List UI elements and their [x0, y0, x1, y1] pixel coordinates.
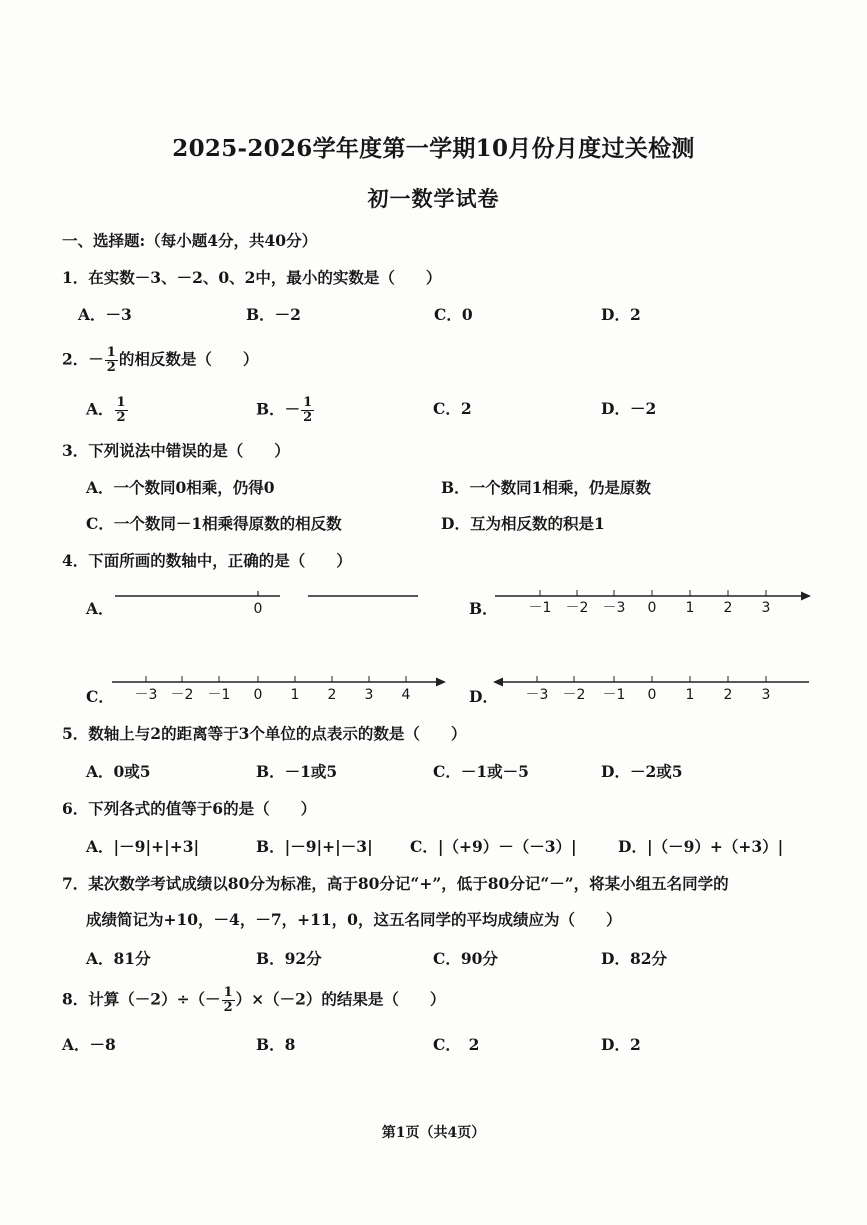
q8-stem [62, 986, 445, 1015]
q4-b-tick-label: 3 [761, 600, 771, 616]
q2-a-fraction [115, 396, 128, 425]
q2-stem [62, 346, 258, 375]
q4-b-tick-label: －2 [565, 600, 589, 616]
section-heading: 一、选择题:（每小题4分，共40分） [62, 231, 318, 250]
fraction-denominator: 2 [116, 410, 126, 425]
q2-option-b [256, 396, 315, 425]
q4-d-ticks [537, 676, 766, 682]
q4-d-tick-label: －1 [602, 687, 626, 703]
q1-stem: 1．在实数－3、－2、0、2中，最小的实数是（ ） [62, 268, 442, 287]
fraction-numerator: 1 [116, 395, 126, 410]
q8-option-d: D．2 [601, 1035, 641, 1054]
q4-d-tick-label: 0 [647, 687, 657, 703]
q3-option-b: B．一个数同1相乘，仍是原数 [441, 478, 651, 497]
q4-c-tick-label: －3 [134, 687, 158, 703]
q4-option-b-label: B． [469, 599, 498, 618]
q2-stem-tail: 的相反数是（ ） [118, 349, 259, 369]
q4-c-tick-label: －1 [207, 687, 231, 703]
q4-c-tick-label: 0 [253, 687, 263, 703]
q4-d-tick-label: 1 [685, 687, 695, 703]
q4-option-d-number-line [493, 672, 813, 712]
fraction-numerator: 1 [303, 395, 313, 410]
q5-stem: 5．数轴上与2的距离等于3个单位的点表示的数是（ ） [62, 724, 467, 743]
q8-option-a: A．－8 [62, 1035, 116, 1054]
q4-b-tick-label: 1 [685, 600, 695, 616]
fraction-numerator: 1 [223, 985, 233, 1000]
q8-stem-head: 8．计算（－2）÷（－ [62, 989, 221, 1009]
q5-option-c: C．－1或－5 [433, 762, 529, 781]
q7-stem-line1: 7．某次数学考试成绩以80分为标准，高于80分记“+”，低于80分记“－”，将某小组五名同学的 [62, 874, 729, 893]
q4-option-c-number-line [110, 672, 450, 712]
q4-option-a-label: A． [86, 599, 114, 618]
option-label: A． [86, 399, 114, 419]
q5-option-a: A．0或5 [86, 762, 151, 781]
q4-c-tick-label: 1 [290, 687, 300, 703]
q6-option-a: A．|－9|+|+3| [86, 837, 200, 856]
q1-option-b: B．－2 [246, 305, 301, 324]
q4-c-tick-label: 4 [401, 687, 411, 703]
q3-option-a: A．一个数同0相乘，仍得0 [86, 478, 275, 497]
q4-b-tick-label: 0 [647, 600, 657, 616]
exam-title: 2025-2026学年度第一学期10月份月度过关检测 [172, 135, 695, 162]
q1-option-c: C．0 [434, 305, 473, 324]
q5-option-b: B．－1或5 [256, 762, 338, 781]
q8-option-b: B．8 [256, 1035, 296, 1054]
q4-c-tick-label: －2 [170, 687, 194, 703]
q3-stem: 3．下列说法中错误的是（ ） [62, 441, 290, 460]
q7-option-d: D．82分 [601, 949, 668, 968]
q4-d-tick-label: －3 [525, 687, 549, 703]
q4-c-ticks [146, 676, 406, 682]
q4-b-ticks [540, 590, 766, 596]
q1-option-a: A．－3 [78, 305, 132, 324]
q4-b-tick-label: －3 [602, 600, 626, 616]
q6-option-b: B．|－9|+|－3| [256, 837, 373, 856]
q8-fraction [222, 986, 235, 1015]
q4-b-tick-label: 2 [723, 600, 733, 616]
q2-option-c: C．2 [433, 399, 472, 418]
q4-c-tick-label: 3 [364, 687, 374, 703]
q4-stem: 4．下面所画的数轴中，正确的是（ ） [62, 551, 352, 570]
exam-subtitle: 初一数学试卷 [367, 186, 500, 211]
q4-c-tick-label: 2 [327, 687, 337, 703]
q3-option-d: D．互为相反数的积是1 [441, 514, 605, 533]
q4-d-tick-label: 3 [761, 687, 771, 703]
q4-d-tick-label: －2 [562, 687, 586, 703]
q2-option-a [86, 396, 129, 425]
q4-option-c-label: C． [86, 687, 114, 706]
q3-option-c: C．一个数同－1相乘得原数的相反数 [86, 514, 342, 533]
page-number: 第1页（共4页） [381, 1125, 486, 1141]
fraction-numerator: 1 [106, 345, 116, 360]
q7-option-c: C．90分 [433, 949, 498, 968]
q7-stem-line2: 成绩简记为+10，－4，－7，+11，0，这五名同学的平均成绩应为（ ） [86, 910, 622, 929]
q6-stem: 6．下列各式的值等于6的是（ ） [62, 799, 317, 818]
arrow-right-icon [801, 592, 811, 601]
fraction-denominator: 2 [223, 1000, 233, 1015]
q4-a-tick-label: 0 [253, 601, 263, 617]
q4-option-b-number-line [493, 585, 813, 625]
q2-b-fraction [301, 396, 314, 425]
q6-option-d: D．|（－9）+（+3）| [618, 837, 784, 856]
q4-d-tick-label: 2 [723, 687, 733, 703]
fraction-denominator: 2 [106, 360, 116, 375]
q4-option-d-label: D． [469, 687, 498, 706]
option-label: B．－ [256, 399, 301, 419]
q2-fraction [105, 346, 118, 375]
q7-option-b: B．92分 [256, 949, 322, 968]
fraction-denominator: 2 [303, 410, 313, 425]
q5-option-d: D．－2或5 [601, 762, 683, 781]
q2-option-d: D．－2 [601, 399, 657, 418]
arrow-right-icon [436, 678, 446, 687]
q7-option-a: A．81分 [86, 949, 151, 968]
q4-b-tick-label: －1 [528, 600, 552, 616]
q1-option-d: D．2 [601, 305, 641, 324]
q8-option-c: C． 2 [433, 1035, 480, 1054]
q4-option-a-number-line [110, 585, 430, 625]
q2-number: 2．－ [62, 349, 104, 369]
q8-stem-tail: ）×（－2）的结果是（ ） [235, 989, 446, 1009]
q6-option-c: C．|（+9）－（－3）| [410, 837, 577, 856]
